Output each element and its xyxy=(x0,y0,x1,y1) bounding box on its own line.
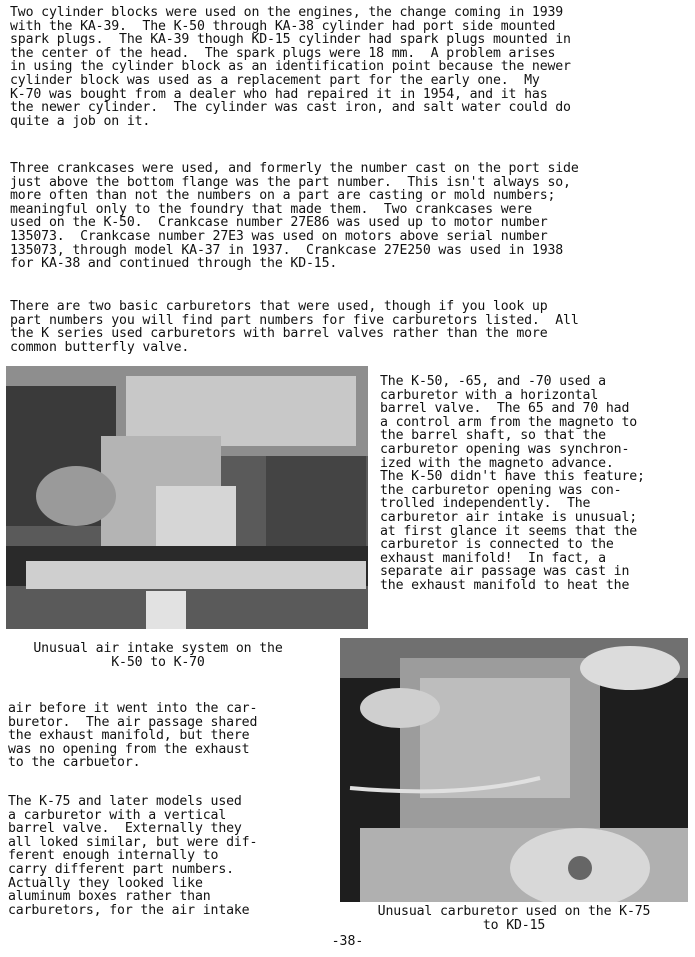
caption-air-intake: Unusual air intake system on the K-50 to K-70 xyxy=(33,641,283,670)
photo-carburetor-k75 xyxy=(340,638,688,902)
caption-carburetor: Unusual carburetor used on the K-75 to KD-15 xyxy=(377,904,651,933)
paragraph-air-passage: air before it went into the car- buretor. The air passage shared the exhaust manifold, but there was no opening from the exhaust to the carbuetor. xyxy=(8,701,258,771)
photo-air-intake-system xyxy=(6,366,368,629)
paragraph-cylinder-blocks: Two cylinder blocks were used on the engines, the change coming in 1939 with the KA-39. The K-50 through KA-38 cylinder had port side mounted spark plugs. The KA-39 though KD-15 cylinder had spark plugs mounted in the center of the head. The spark plugs were 18 mm. A problem arises in using the cylinder block as an identification point because the newer cylinder block was used as a replacement part for the early one. My K-70 was bought from a dealer who had repaired it in 1954, and it has the newer cylinder. The cylinder was cast iron, and salt water could do quite a job on it. xyxy=(10,5,571,129)
page-number: -38- xyxy=(331,934,364,949)
paragraph-horizontal-barrel-valve: The K-50, -65, and -70 used a carburetor with a horizontal barrel valve. The 65 and 70 had a control arm from the magneto to the barrel shaft, so that the carburetor opening was synchron- ized with the magneto advance. The K-50 didn't have this feature; the carburetor opening was con- trolled independently. The carburetor air intake is unusual; at first glance it seems that the carburetor is connected to the exhaust manifold! In fact, a separate air passage was cast in the exhaust manifold to heat the xyxy=(380,374,645,593)
paragraph-crankcases: Three crankcases were used, and formerly the number cast on the port side just above the bottom flange was the part number. This isn't always so, more often than not the numbers on a part are casting or mold numbers; meaningful only to the foundry that made them. Two crankcases were used on the K-50. Crankcase number 27E86 was used up to motor number 135073. Crankcase number 27E3 was used on motors above serial number 135073, through model KA-37 in 1937. Crankcase 27E250 was used in 1938 for KA-38 and continued through the KD-15. xyxy=(10,161,579,272)
paragraph-vertical-barrel-valve: The K-75 and later models used a carburetor with a vertical barrel valve. Externally they all loked similar, but were dif- ferent enough internally to carry different part numbers. Actually they looked like aluminum boxes rather than carburetors, for the air intake xyxy=(8,794,258,918)
paragraph-carburetors-intro: There are two basic carburetors that were used, though if you look up part numbers you will find part numbers for five carburetors listed. All the K series used carburetors with barrel valves rather than the more common butterfly valve. xyxy=(10,299,579,355)
